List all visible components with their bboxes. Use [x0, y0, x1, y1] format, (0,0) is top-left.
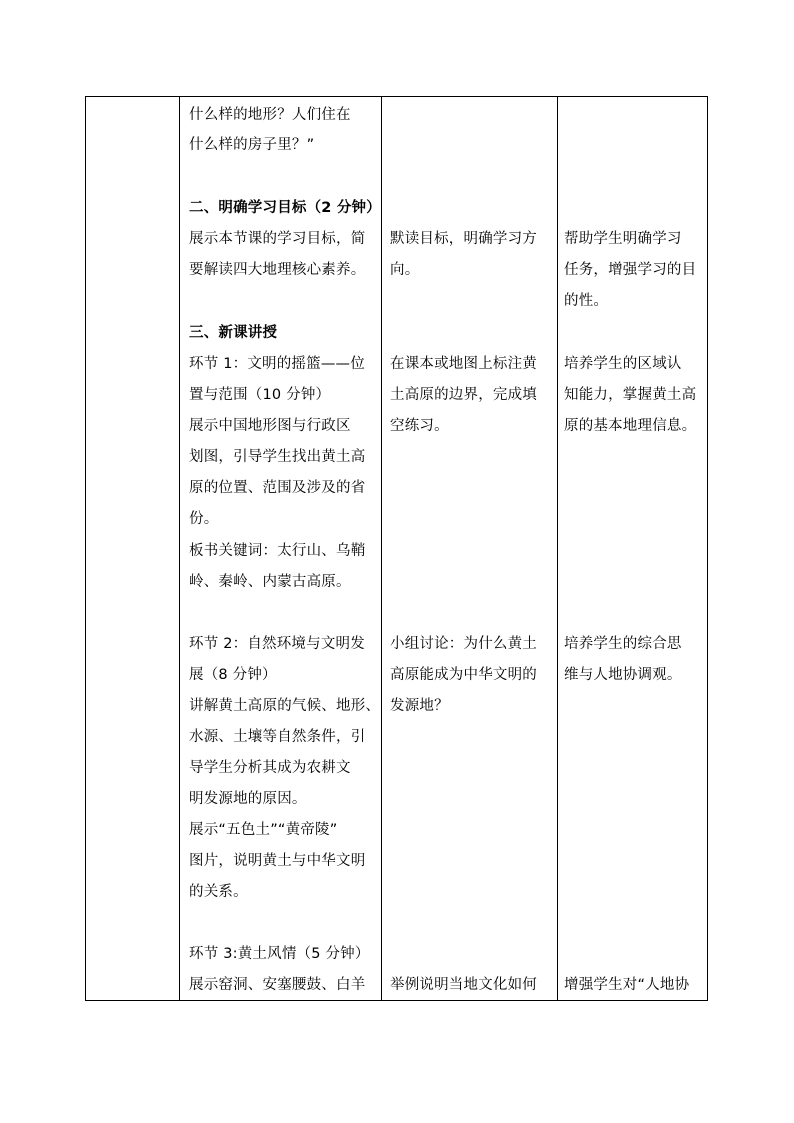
student-text-line: 向。: [390, 262, 420, 278]
teacher-text-line: 讲解黄土高原的气候、地形、: [189, 698, 381, 714]
stage-column: [86, 97, 179, 1000]
teacher-text-line: 明发源地的原因。: [189, 791, 307, 807]
teacher-text-line: 的关系。: [189, 884, 248, 900]
design-intent-column: [558, 97, 708, 1000]
teacher-text-line: 置与范围（10 分钟）: [189, 387, 331, 403]
section-heading-new-lesson: 三、新课讲授: [189, 325, 278, 341]
student-text-line: 高原能成为中华文明的: [390, 667, 537, 683]
teacher-text-line: 展示“五色土”“黄帝陵”: [189, 822, 338, 838]
teacher-activity-column: [180, 97, 381, 1000]
teacher-text-line: 岭、秦岭、内蒙古高原。: [189, 574, 351, 590]
intent-text-line: 培养学生的区域认: [564, 356, 682, 372]
student-text-line: 在课本或地图上标注黄: [390, 356, 537, 372]
teacher-text-line: 展（8 分钟）: [189, 667, 277, 683]
teacher-text-line: 环节 1：文明的摇篮——位: [189, 356, 365, 372]
student-text-line: 土高原的边界，完成填: [390, 387, 537, 403]
teacher-text-line: 划图，引导学生找出黄土高: [189, 449, 366, 465]
student-text-line: 空练习。: [390, 418, 449, 434]
teacher-text-line: 板书关键词：太行山、乌鞘: [189, 543, 366, 559]
teacher-text-line: 要解读四大地理核心素养。: [189, 262, 366, 278]
lesson-plan-table: [85, 96, 708, 1001]
teacher-text-line: 导学生分析其成为农耕文: [189, 760, 351, 776]
teacher-text-line: 什么样的房子里？”: [189, 137, 315, 153]
teacher-text-line: 水源、土壤等自然条件，引: [189, 729, 366, 745]
intent-text-line: 原的基本地理信息。: [564, 418, 697, 434]
teacher-text-line: 展示窑洞、安塞腰鼓、白羊: [189, 977, 366, 993]
intent-text-line: 任务，增强学习的目: [564, 262, 697, 278]
section-heading-goals: 二、明确学习目标（2 分钟）: [189, 200, 381, 216]
student-text-line: 举例说明当地文化如何: [390, 977, 537, 993]
teacher-text-line: 原的位置、范围及涉及的省: [189, 480, 366, 496]
student-text-line: 发源地？: [390, 698, 449, 714]
intent-text-line: 增强学生对“人地协: [564, 977, 690, 993]
intent-text-line: 维与人地协调观。: [564, 667, 682, 683]
teacher-text-line: 环节 2：自然环境与文明发: [189, 636, 365, 652]
teacher-text-line: 展示中国地形图与行政区: [189, 418, 351, 434]
student-activity-column: [382, 97, 557, 1000]
student-text-line: 默读目标，明确学习方: [390, 231, 537, 247]
teacher-text-line: 图片，说明黄土与中华文明: [189, 853, 366, 869]
teacher-text-line: 什么样的地形？人们住在: [189, 107, 351, 123]
intent-text-line: 培养学生的综合思: [564, 636, 682, 652]
student-text-line: 小组讨论：为什么黄土: [390, 636, 537, 652]
teacher-text-line: 份。: [189, 511, 219, 527]
teacher-text-line: 环节 3:黄土风情（5 分钟）: [189, 946, 370, 962]
teacher-text-line: 展示本节课的学习目标，简: [189, 231, 366, 247]
intent-text-line: 的性。: [564, 293, 609, 309]
intent-text-line: 帮助学生明确学习: [564, 231, 682, 247]
intent-text-line: 知能力，掌握黄土高: [564, 387, 697, 403]
